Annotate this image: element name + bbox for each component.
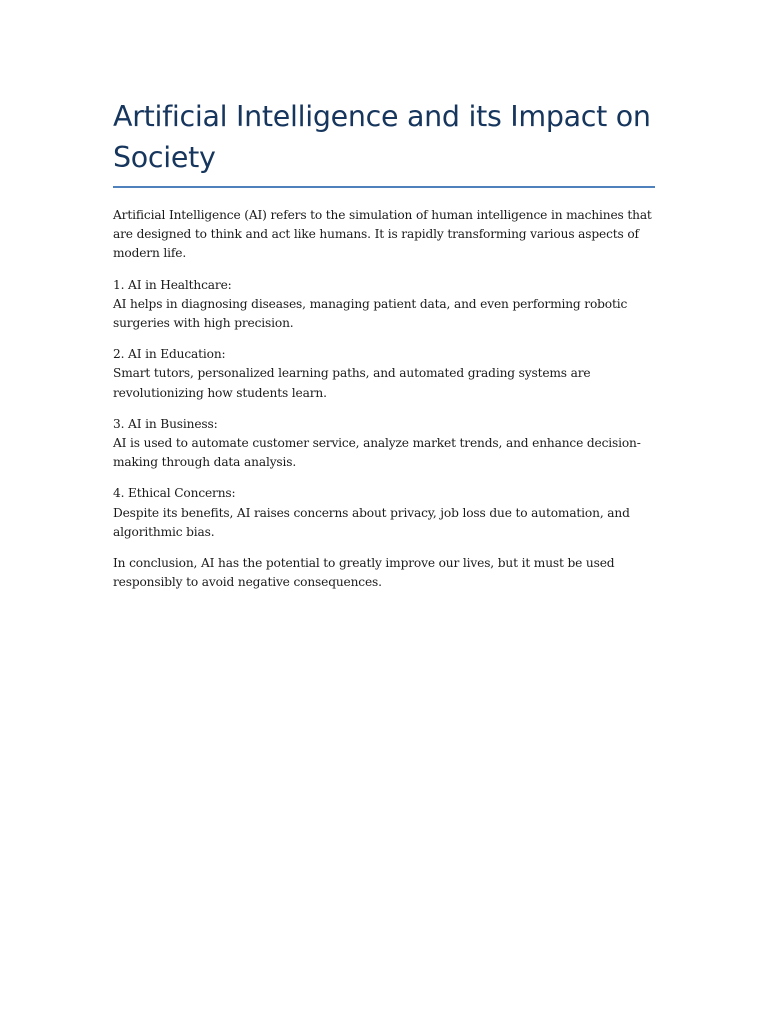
section-heading: 2. AI in Education: [113,347,226,362]
section-heading: 1. AI in Healthcare: [113,277,232,292]
section-text: AI is used to automate customer service, analyze market trends, and enhance decision-making through data analysis. [113,436,641,470]
section-healthcare [113,276,655,334]
section-education [113,345,655,403]
section-text: Smart tutors, personalized learning paths, and automated grading systems are revolutionizing how students learn. [113,366,591,400]
section-text: Despite its benefits, AI raises concerns about privacy, job loss due to automation, and algorithmic bias. [113,505,630,539]
conclusion-paragraph: In conclusion, AI has the potential to greatly improve our lives, but it must be used responsibly to avoid negative consequences. [113,556,615,590]
section-heading: 3. AI in Business: [113,416,218,431]
title-underline [113,186,655,188]
section-business [113,415,655,473]
intro-paragraph: Artificial Intelligence (AI) refers to the simulation of human intelligence in machines that are designed to think and act like humans. It is rapidly transforming various aspects of modern life. [113,208,652,261]
section-text: AI helps in diagnosing diseases, managing patient data, and even performing robotic surgeries with high precision. [113,296,628,331]
document-page [113,96,655,592]
section-ethical-concerns [113,484,655,542]
document-title: Artificial Intelligence and its Impact on Society [113,100,651,174]
section-heading: 4. Ethical Concerns: [113,486,236,501]
